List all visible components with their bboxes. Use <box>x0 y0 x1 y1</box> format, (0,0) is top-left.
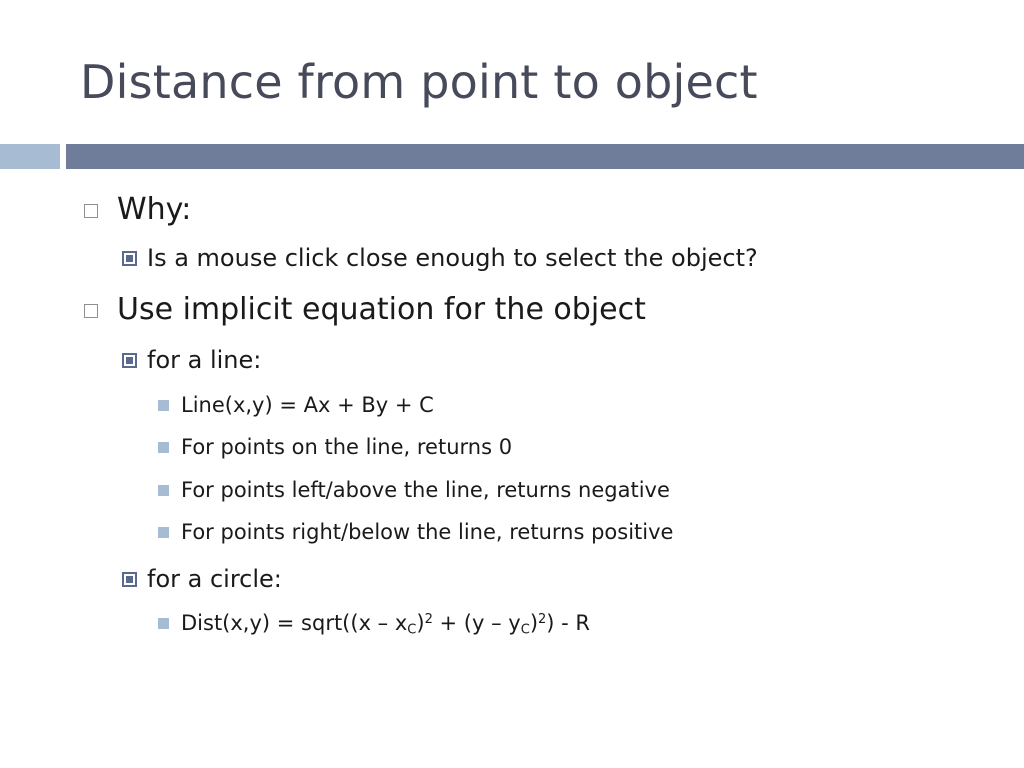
filled-square-icon <box>158 485 169 496</box>
slide-title: Distance from point to object <box>80 55 758 109</box>
bullet-use-implicit <box>84 290 646 330</box>
filled-square-icon <box>158 527 169 538</box>
bullet-why-detail <box>122 241 758 275</box>
eq-text: ) <box>529 611 539 635</box>
bullet-text: For points right/below the line, returns positive <box>181 520 674 544</box>
bullet-text: for a line: <box>147 346 262 374</box>
bullet-circle-eq <box>158 608 590 638</box>
accent-bar-dark <box>66 144 1024 169</box>
bullet-on-line <box>158 432 512 462</box>
boxed-square-icon <box>122 353 137 368</box>
eq-superscript: 2 <box>538 611 547 627</box>
hollow-square-icon <box>84 204 98 218</box>
bullet-for-line <box>122 343 261 377</box>
eq-text: ) <box>416 611 425 635</box>
bullet-text: Line(x,y) = Ax + By + C <box>181 393 434 417</box>
bullet-right-below <box>158 517 673 547</box>
bullet-text: For points on the line, returns 0 <box>181 435 513 459</box>
bullet-for-circle <box>122 562 282 596</box>
eq-subscript: C <box>407 622 417 638</box>
accent-bar-light <box>0 144 60 169</box>
boxed-square-icon <box>122 572 137 587</box>
bullet-text: Use implicit equation for the object <box>117 292 646 327</box>
boxed-square-icon <box>122 251 137 266</box>
bullet-line-eq <box>158 390 434 420</box>
bullet-why <box>84 190 191 230</box>
eq-superscript: 2 <box>424 611 433 627</box>
filled-square-icon <box>158 442 169 453</box>
hollow-square-icon <box>84 304 98 318</box>
eq-text: ) - R <box>546 611 591 635</box>
bullet-text: For points left/above the line, returns negative <box>181 478 670 502</box>
eq-subscript: C <box>520 622 530 638</box>
filled-square-icon <box>158 400 169 411</box>
eq-text: Dist(x,y) = sqrt((x – x <box>181 611 408 635</box>
bullet-text: for a circle: <box>147 565 282 593</box>
eq-text: + (y – y <box>432 611 521 635</box>
circle-equation <box>181 608 590 638</box>
bullet-text: Why: <box>117 192 192 227</box>
bullet-text: Is a mouse click close enough to select the object? <box>147 244 758 272</box>
bullet-left-above <box>158 475 670 505</box>
filled-square-icon <box>158 618 169 629</box>
